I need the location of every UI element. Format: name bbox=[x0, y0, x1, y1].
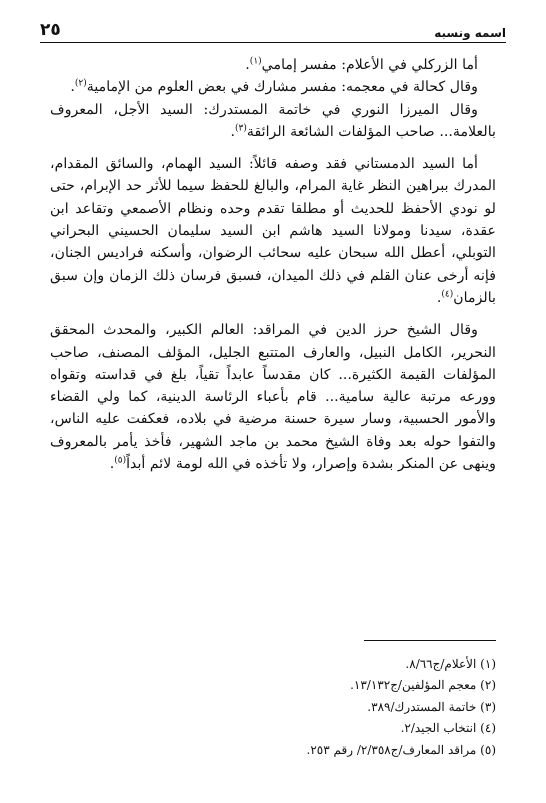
paragraph-damastani: أما السيد الدمستاني فقد وصفه قائلاً: السيد الهمام، والسائق المقدام، المدرك ببراهين النظر غاية المرام، والبالغ للحفظ سيما للأثر حد الإبرام، حتى لو نودي الأحفظ للحديث أو مطلقا تقدم وحده ونظام الأصمعي وتقاعد ابن عقدة، سيدنا ومولانا السيد هاشم ابن السيد سليمان الحسيني البحراني التوبلي، أعطل الله سبحان عليه سحائب الرضوان، وأسكنه فراديس الجنان، فإنه أرخى عنان القلم في ذلك الميدان، فسبق فرسان ذلك الزمان وإن سبق بالزمان$^{(٤)}$. bbox=[50, 156, 496, 306]
paragraph-kahhala: وقال كحالة في معجمه: مفسر مشارك في بعض العلوم من الإمامية$^{(٢)}$. bbox=[70, 78, 478, 96]
paragraph-hirz-aldin: وقال الشيخ حرز الدين في المراقد: العالم الكبير، والمحدث المحقق النحرير، الكامل النبيل، والعارف المتتبع الجليل، المؤلف المصنف، صاحب المؤلفات القيمة الكثيرة... كان مقدساً عابداً تقياً، بلغ في قداسته وتقواه وورعه مرتبة عالية سامية... قام بأعباء الرئاسة الدينية، كما ولي القضاء والأمور الحسبية، وسار سيرة حسنة مرضية في بلاده، فعكفت عليه الناس، والتفوا حوله بعد وفاة الشيخ محمد بن ماجد الشهير، فأخذ يأمر بالمعروف وينهى عن المنكر بشدة وإصرار، ولا تأخذه في الله لومة لائم أبداً$^{(٥)}$. bbox=[50, 322, 496, 473]
footnote-item: (٣) خاتمة المستدرك/٣٨٩. bbox=[367, 699, 496, 714]
footnote-item: (٥) مراقد المعارف/ج٢/٣٥٨/ رقم ٢٥٣. bbox=[306, 742, 496, 757]
footnote-ref: (١) bbox=[249, 56, 262, 67]
footnote-item: (٤) انتخاب الجيد/٢. bbox=[400, 721, 496, 736]
footnotes bbox=[50, 654, 496, 761]
footnote-item: (١) الأعلام/ج٨/٦٦. bbox=[405, 657, 496, 671]
paragraph-zirikli: أما الزركلي في الأعلام: مفسر إمامي$^{(١)}$. bbox=[245, 56, 478, 73]
page-header bbox=[40, 14, 506, 40]
footnote-ref: (٢) bbox=[74, 78, 87, 89]
page-number: ٢٥ bbox=[40, 20, 61, 40]
header-rule bbox=[40, 42, 506, 43]
main-text bbox=[50, 54, 496, 475]
footnote-rule bbox=[364, 640, 496, 641]
footnote-ref: (٤) bbox=[441, 289, 454, 300]
paragraph-nouri: وقال الميرزا النوري في خاتمة المستدرك: السيد الأجل، المعروف بالعلامة... صاحب المؤلفات الشائعة الرائقة$^{(٣)}$. bbox=[50, 101, 496, 140]
footnote-item: (٢) معجم المؤلفين/ج١٣/١٣٢. bbox=[350, 678, 496, 693]
running-title: اسمه ونسبه bbox=[434, 26, 506, 40]
footnote-ref: (٥) bbox=[114, 455, 127, 466]
footnote-ref: (٣) bbox=[234, 123, 247, 134]
